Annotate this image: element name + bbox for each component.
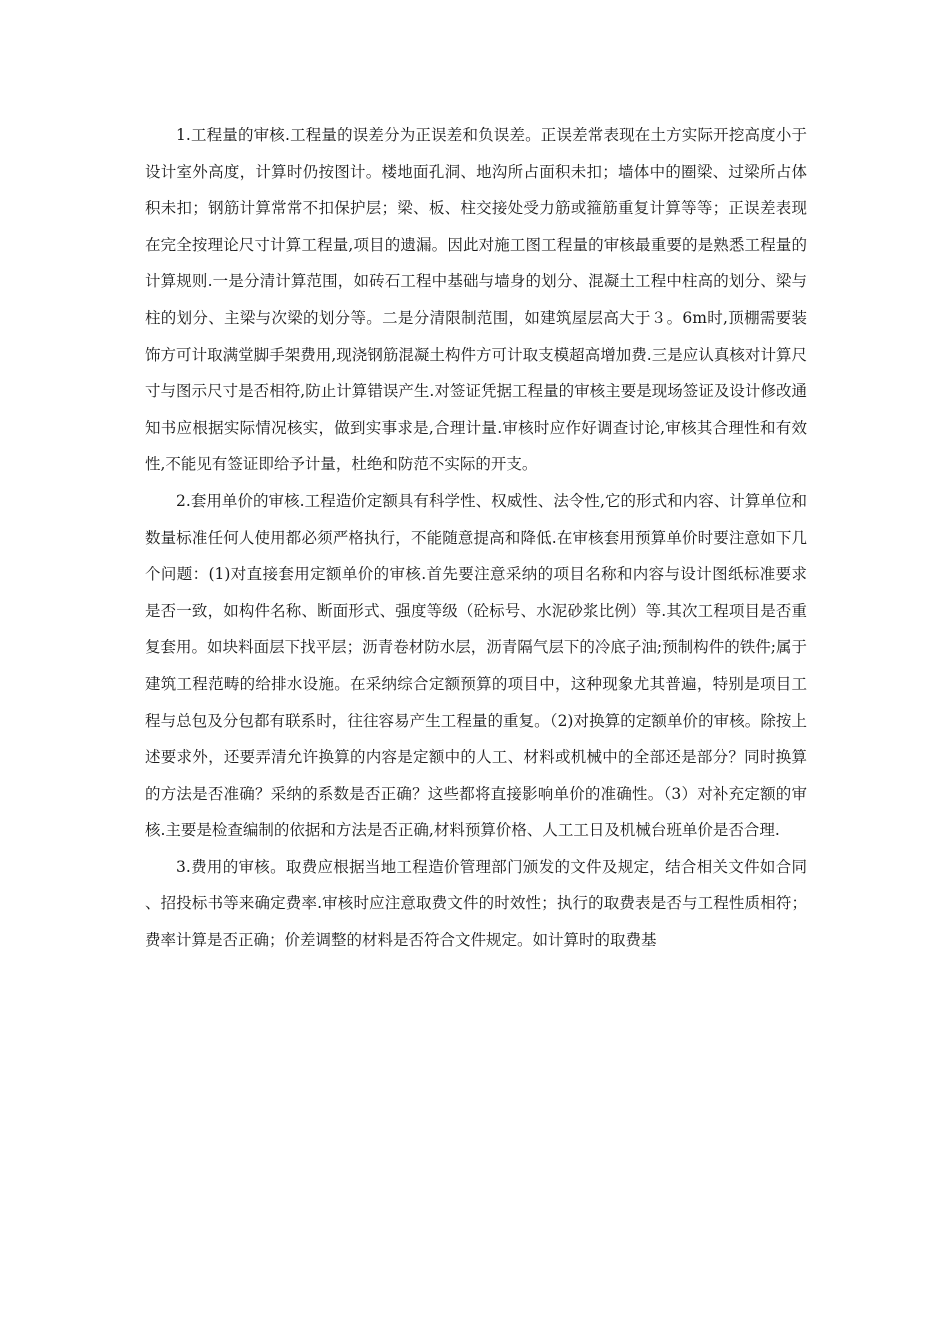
document-body — [145, 117, 807, 959]
paragraph-quantity-review: 1.工程量的审核.工程量的误差分为正误差和负误差。正误差常表现在土方实际开挖高度小于设计室外高度，计算时仍按图计。楼地面孔洞、地沟所占面积未扣；墙体中的圈梁、过梁所占体积未扣；钢筋计算常常不扣保护层；梁、板、柱交接处受力筋或箍筋重复计算等等；正误差表现在完全按理论尺寸计算工程量,项目的遗漏。因此对施工图工程量的审核最重要的是熟悉工程量的计算规则.一是分清计算范围，如砖石工程中基础与墙身的划分、混凝土工程中柱高的划分、梁与柱的划分、主梁与次梁的划分等。二是分清限制范围，如建筑屋层高大于３。6m时,顶棚需要装饰方可计取满堂脚手架费用,现浇钢筋混凝土构件方可计取支模超高增加费.三是应认真核对计算尺寸与图示尺寸是否相符,防止计算错误产生.对签证凭据工程量的审核主要是现场签证及设计修改通知书应根据实际情况核实，做到实事求是,合理计量.审核时应作好调查讨论,审核其合理性和有效性,不能见有签证即给予计量，杜绝和防范不实际的开支。 — [145, 126, 807, 474]
paragraph-unit-price-review: 2.套用单价的审核.工程造价定额具有科学性、权威性、法令性,它的形式和内容、计算单位和数量标准任何人使用都必须严格执行，不能随意提高和降低.在审核套用预算单价时要注意如下几个问题：(1)对直接套用定额单价的审核.首先要注意采纳的项目名称和内容与设计图纸标准要求是否一致，如构件名称、断面形式、强度等级（砼标号、水泥砂浆比例）等.其次工程项目是否重复套用。如块料面层下找平层；沥青卷材防水层，沥青隔气层下的冷底子油;预制构件的铁件;属于建筑工程范畴的给排水设施。在采纳综合定额预算的项目中，这种现象尤其普遍，特别是项目工程与总包及分包都有联系时，往往容易产生工程量的重复。（2)对换算的定额单价的审核。除按上述要求外，还要弄清允许换算的内容是定额中的人工、材料或机械中的全部还是部分？同时换算的方法是否准确？采纳的系数是否正确？这些都将直接影响单价的准确性。（3）对补充定额的审核.主要是检查编制的依据和方法是否正确,材料预算价格、人工工日及机械台班单价是否合理. — [145, 491, 807, 840]
paragraph-fee-review: 3.费用的审核。取费应根据当地工程造价管理部门颁发的文件及规定，结合相关文件如合同、招投标书等来确定费率.审核时应注意取费文件的时效性；执行的取费表是否与工程性质相符；费率计算是否正确；价差调整的材料是否符合文件规定。如计算时的取费基 — [145, 857, 807, 950]
